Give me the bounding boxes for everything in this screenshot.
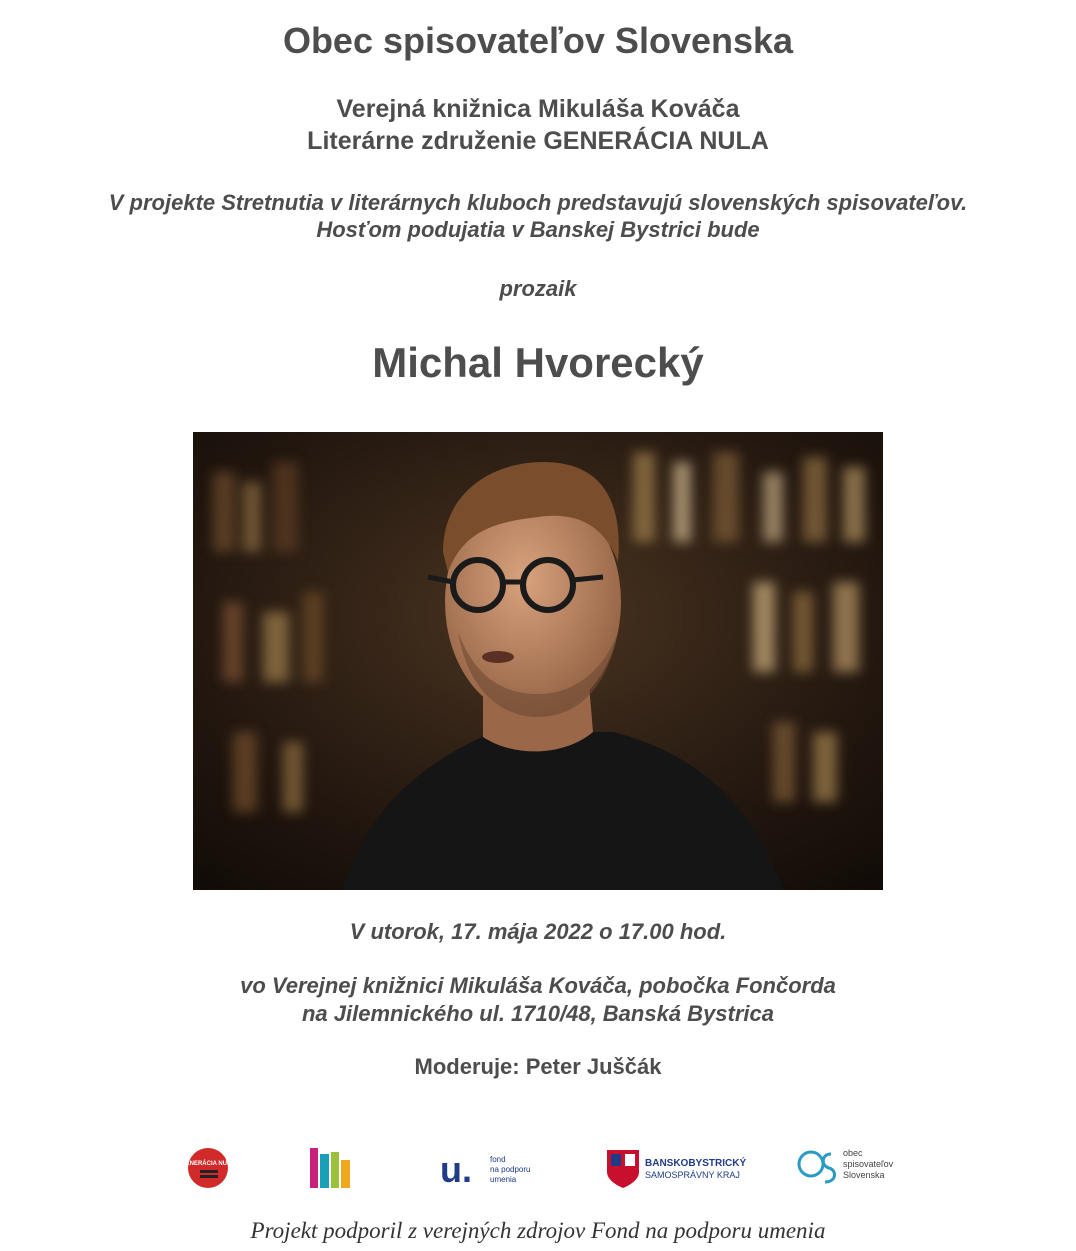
organization-title: Obec spisovateľov Slovenska <box>282 20 794 61</box>
generacia-nula-logo <box>180 1140 236 1196</box>
association-name: Literárne združenie GENERÁCIA NULA <box>307 127 769 155</box>
obec-spisovatelov-logo <box>797 1140 907 1196</box>
guest-name: Michal Hvorecký <box>372 339 704 386</box>
generacia-nula-logo-text: GENERÁCIA NULA <box>180 1161 236 1167</box>
author-photo <box>193 432 883 890</box>
kraj-line-1: BANSKOBYSTRICKÝ <box>645 1158 747 1169</box>
kraj-line-2: SAMOSPRÁVNY KRAJ <box>645 1170 740 1180</box>
oss-line-1: obec <box>843 1148 863 1158</box>
partner-logos <box>0 1140 1076 1200</box>
guest-role: prozaik <box>499 276 577 301</box>
intro-line-1: V projekte Stretnutia v literárnych kluboch predstavujú slovenských spisovateľov. <box>108 190 968 215</box>
banskobystricky-kraj-logo <box>605 1140 745 1196</box>
funding-note: Projekt podporil z verejných zdrojov Fond na podporu umenia <box>250 1218 826 1243</box>
oss-line-2: spisovateľov <box>843 1159 894 1169</box>
venue-line-2: na Jilemnického ul. 1710/48, Banská Bystrica <box>301 1001 775 1026</box>
library-name: Verejná knižnica Mikuláša Kováča <box>336 95 740 123</box>
library-books-logo <box>308 1140 352 1196</box>
venue-line-1: vo Verejnej knižnici Mikuláša Kováča, pobočka Fončorda <box>240 973 836 998</box>
intro-line-2: Hosťom podujatia v Banskej Bystrici bude <box>316 217 760 242</box>
svg-text:u.: u. <box>440 1149 472 1190</box>
moderator: Moderuje: Peter Juščák <box>414 1054 662 1079</box>
fond-na-podporu-umenia-logo <box>440 1140 550 1196</box>
fond-line-2: na podporu <box>490 1165 531 1174</box>
fond-line-3: umenia <box>490 1175 517 1184</box>
oss-line-3: Slovenska <box>843 1170 885 1180</box>
fond-line-1: fond <box>490 1155 506 1164</box>
event-datetime: V utorok, 17. mája 2022 o 17.00 hod. <box>349 919 727 944</box>
